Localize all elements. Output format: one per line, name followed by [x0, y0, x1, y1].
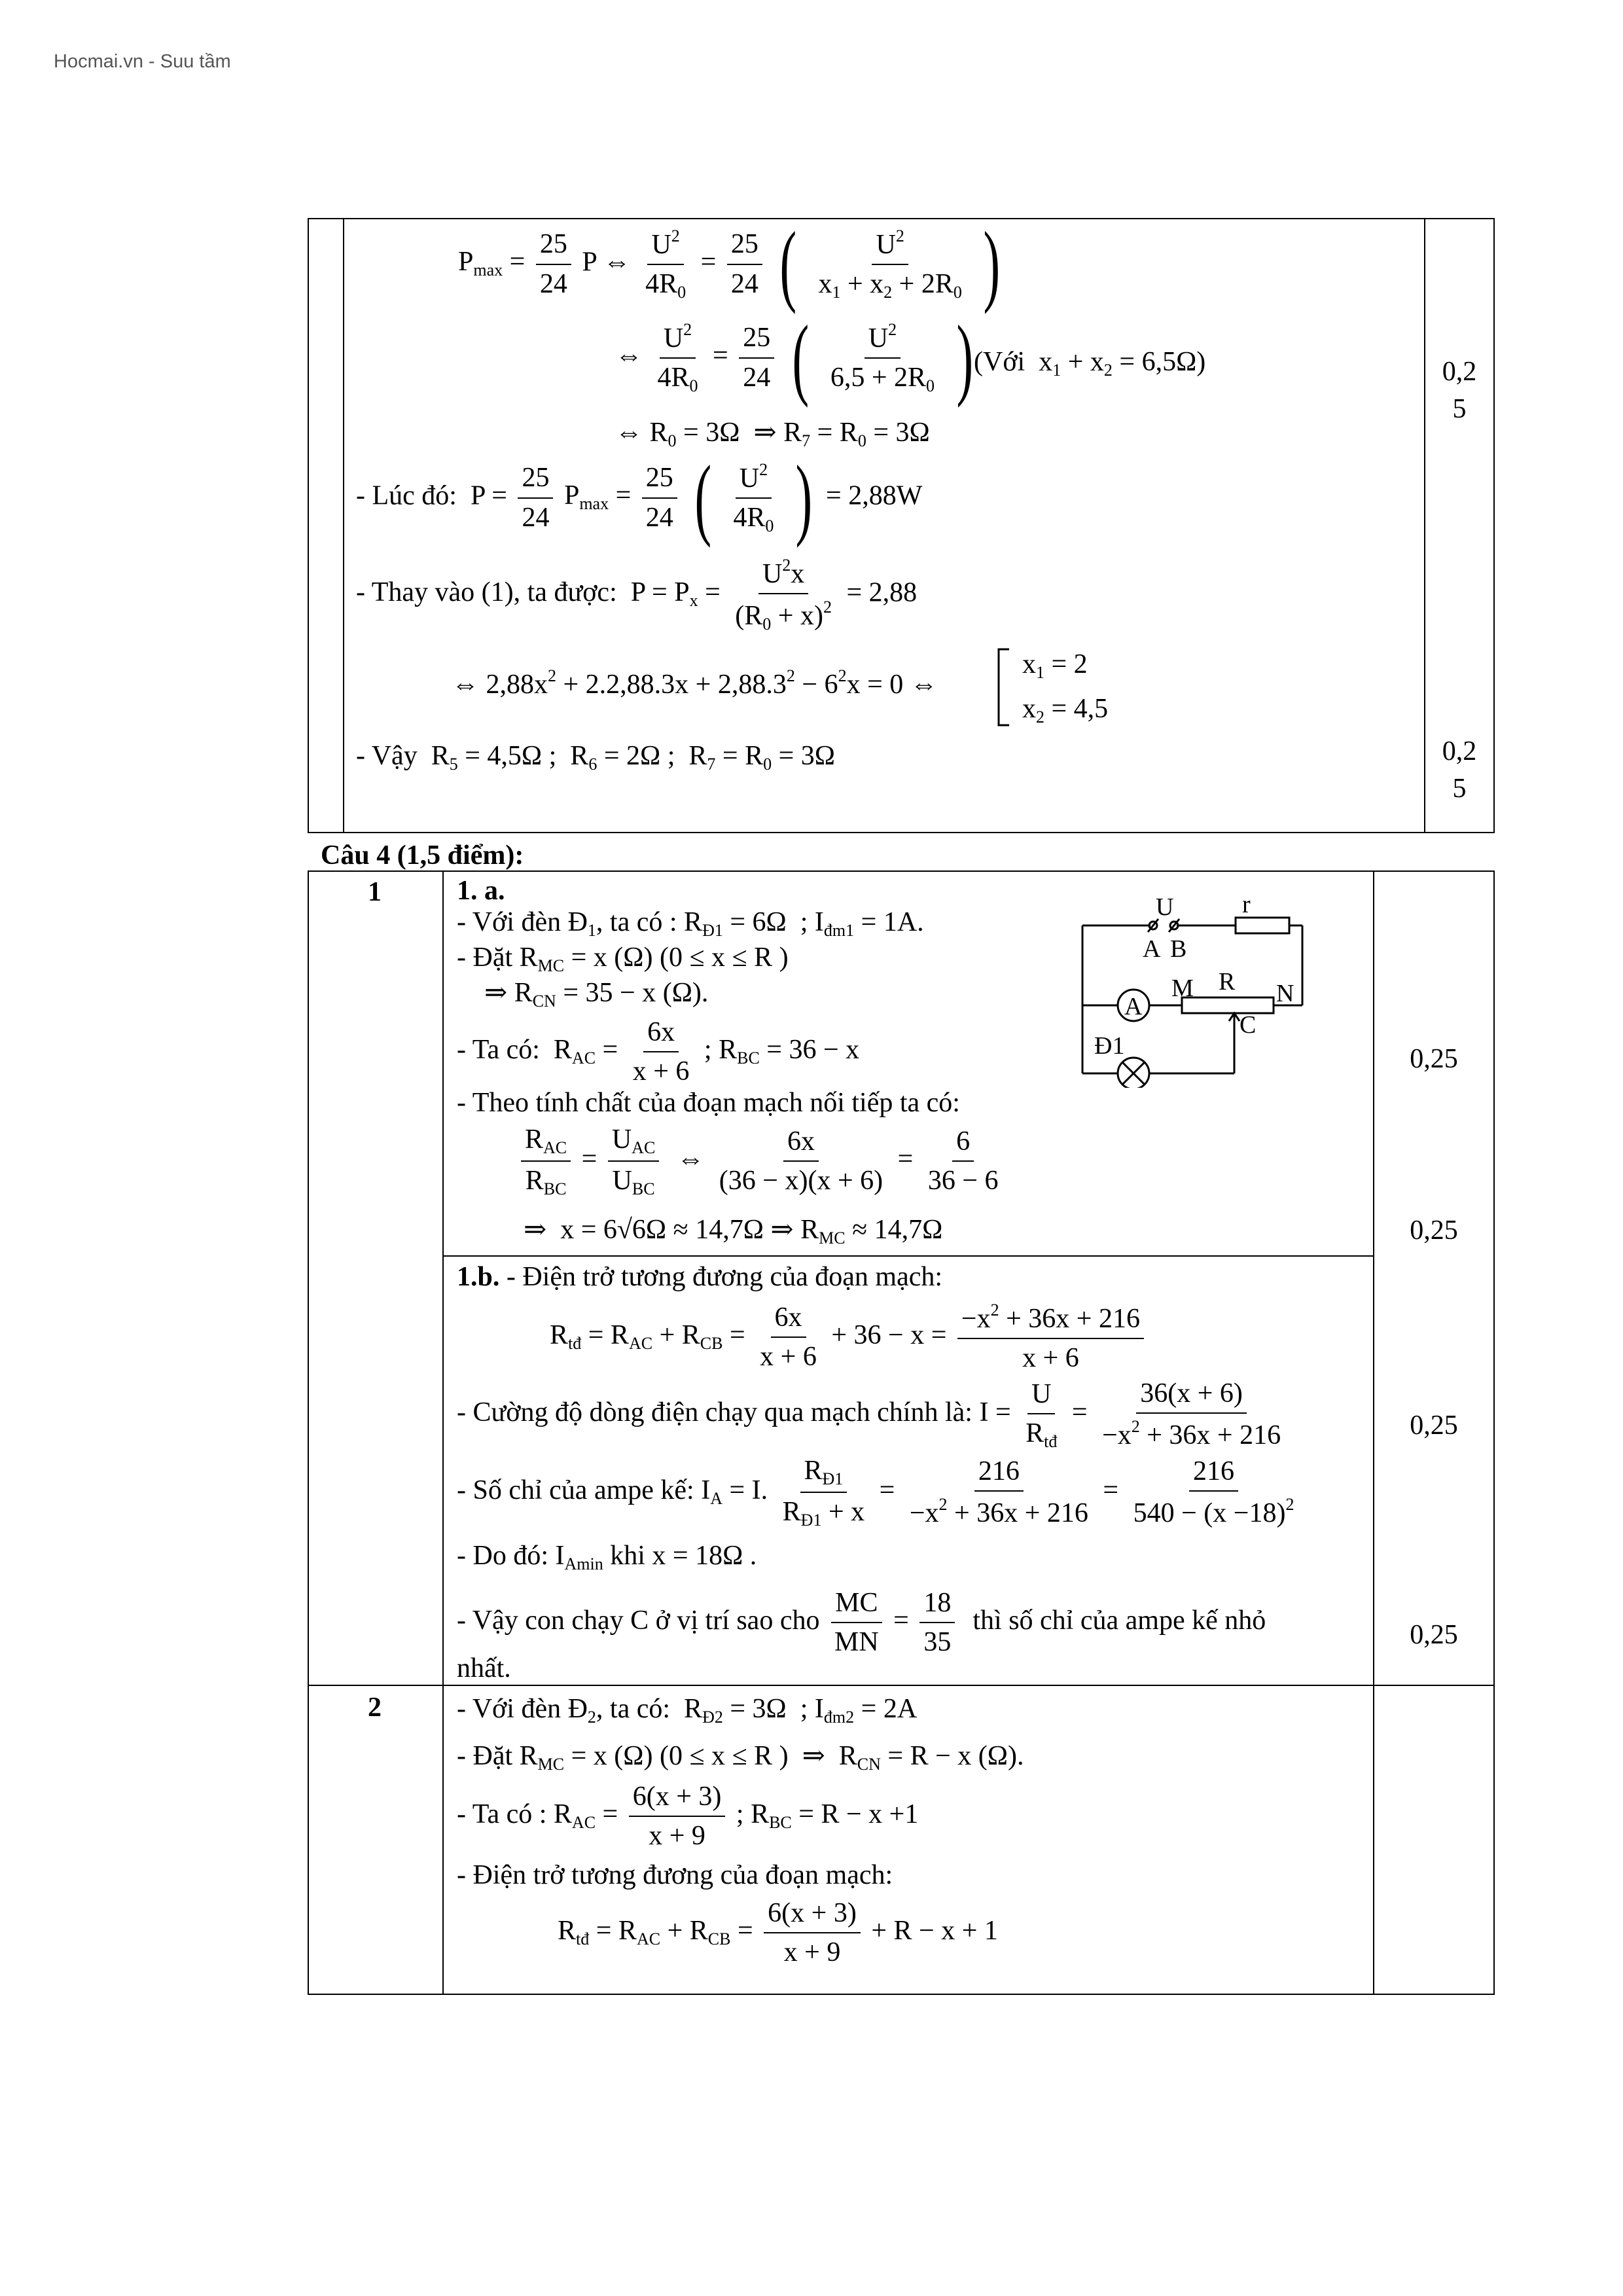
b-line-2: $R_{tđ} = R_{AC} + R_{CB}$ = $\frac{6x}{x + 6}$ + 36 − x = $\frac{-x^2 + 36x + 216}{x + 6}$: [550, 1300, 1148, 1375]
score-top-1: 0,2 5: [1442, 357, 1477, 424]
thay-vao-line: - Thay vào (1), ta được: $P = P_x$ = $\frac{U^2x}{(R_0 + x)^2}$ = 2,88: [356, 556, 918, 634]
top-table-col1: [308, 218, 344, 833]
a-line-6: $\frac{R_{AC}}{R_{BC}}$ = $\frac{U_{AC}}{U_{BC}}$ ⇔ $\frac{6x}{(36 - x)(x + 6)}$ = $\frac{6}{36 - 6}$: [517, 1123, 1007, 1199]
b-line-5: - Do đó: $I_{Amin}$ khi x = 18Ω .: [457, 1541, 757, 1573]
score-1b-1: 0,25: [1410, 1410, 1458, 1441]
b-line-3: - Cường độ dòng điện chạy qua mạch chính là: I = $\frac{U}{R_{tđ}}$ = $\frac{36(x + 6)}{-x^2 + 36x + 216}$: [457, 1378, 1281, 1451]
ammeter-icon: A: [1124, 993, 1143, 1020]
a-line-5: - Theo tính chất của đoạn mạch nối tiếp ta có:: [457, 1088, 960, 1118]
b-line-6: - Vậy con chạy C ở vị trí sao cho $\frac{MC}{MN}$ = $\frac{18}{35}$ thì số chỉ của ampe kế nhỏ: [457, 1588, 1266, 1658]
label-r-small: r: [1242, 891, 1251, 918]
label-n: N: [1276, 980, 1294, 1007]
root-1: $x_1 = 2$: [1022, 649, 1088, 682]
c-line-5: $R_{tđ} = R_{AC} + R_{CB}$ = $\frac{6(x + 3)}{x + 9}$ + R − x + 1: [558, 1898, 998, 1968]
score-top-2: 0,2 5: [1442, 736, 1477, 804]
label-u: U: [1156, 893, 1174, 921]
score-1a-2: 0,25: [1410, 1215, 1458, 1246]
row-divider-1: [444, 1255, 1373, 1257]
a-line-7: ⇒ x = 6√6Ω ≈ 14,7Ω ⇒ $R_{MC} \approx 14,7\Omega$: [524, 1215, 943, 1247]
a-line-1: - Với đèn $Đ_1$, ta có : $R_{Đ1} = 6\Omega$ ; $I_{đm1} = 1A$.: [457, 907, 924, 940]
label-b-terminal: B: [1170, 935, 1187, 963]
condition-note: (Với $x_1 + x_2 = 6,5\Omega$): [974, 347, 1206, 380]
c-line-3: - Ta có : $R_{AC}$ = $\frac{6(x + 3)}{x + 9}$ ; $R_{BC} = R - x +1$: [457, 1782, 919, 1852]
vay-line: - Vậy $R_5 = 4,5\Omega$ ; $R_6 = 2\Omega$ ; $R_7 = R_0 = 3\Omega$: [356, 741, 836, 774]
bracket-icon: [995, 647, 1014, 728]
watermark: Hocmai.vn - Suu tầm: [54, 51, 231, 72]
c-line-2: - Đặt $R_{MC} = x$ (Ω) (0 ≤ x ≤ R ) ⇒ $R_{CN} = R - x$ (Ω).: [457, 1741, 1024, 1774]
lamp-label: Đ1: [1094, 1032, 1125, 1060]
r0-result: ⇔ $R_0 = 3\Omega$ ⇒ $R_7 = R_0 = 3\Omega$: [615, 418, 930, 450]
score-1b-2: 0,25: [1410, 1620, 1458, 1650]
label-m: M: [1171, 975, 1194, 1002]
label-r: R: [1219, 968, 1236, 996]
cau4-title: Câu 4 (1,5 điểm):: [321, 840, 524, 870]
r0-equation: ⇔ $\frac{U^2}{4R_0}$ = $\frac{25}{24}$ ( $\frac{U^2}{6,5 + 2R_0}$ ): [615, 306, 973, 408]
cau4-col-num: [308, 870, 444, 1995]
row1-number: 1: [368, 877, 382, 907]
c-line-4: - Điện trở tương đương của đoạn mạch:: [457, 1860, 893, 1890]
b-line-4: - Số chỉ của ampe kế: $I_A = I$. $\frac{R_{Đ1}}{R_{Đ1} + x}$ = $\frac{216}{-x^2 + 36x + 216}$ = $\frac{216}{540 - (x -18)^2}$: [457, 1456, 1294, 1530]
c-line-1: - Với đèn $Đ_2$, ta có: $R_{Đ2} = 3\Omega$ ; $I_{đm2} = 2A$: [457, 1694, 918, 1727]
a-line-3: ⇒ $R_{CN} = 35 - x$ (Ω).: [484, 978, 709, 1011]
part-1a-heading: 1. a.: [457, 876, 505, 906]
b-line-1: 1.b. - Điện trở tương đương của đoạn mạch:: [457, 1262, 943, 1292]
circuit-diagram: [1080, 891, 1329, 1088]
b-line-7: nhất.: [457, 1653, 511, 1683]
a-line-2: - Đặt $R_{MC} = x$ (Ω) (0 ≤ x ≤ R ): [457, 942, 789, 975]
row2-number: 2: [368, 1693, 382, 1723]
label-c: C: [1240, 1011, 1257, 1039]
pmax-equation: $P_{max}$ = $\frac{25}{24}$ P ⇔ $\frac{U^2}{4R_0}$ = $\frac{25}{24}$ ( $\frac{U^2}{x_1 + x_2 + 2R_0}$ ): [458, 213, 1001, 315]
luc-do-line: - Lúc đó: P = $\frac{25}{24}$ $P_{max}$ = $\frac{25}{24}$ ( $\frac{U^2}{4R_0}$ ) = 2,88W: [356, 446, 923, 548]
score-1a-1: 0,25: [1410, 1044, 1458, 1074]
root-2: $x_2 = 4,5$: [1022, 694, 1109, 726]
a-line-4: - Ta có: $R_{AC}$ = $\frac{6x}{x + 6}$ ; $R_{BC} = 36 - x$: [457, 1017, 860, 1087]
quadratic-line: ⇔ $2,88x^2 + 2.2,88.3x + 2,88.3^2 - 6^2x = 0$ ⇔: [452, 666, 938, 700]
label-a-terminal: A: [1143, 935, 1161, 963]
